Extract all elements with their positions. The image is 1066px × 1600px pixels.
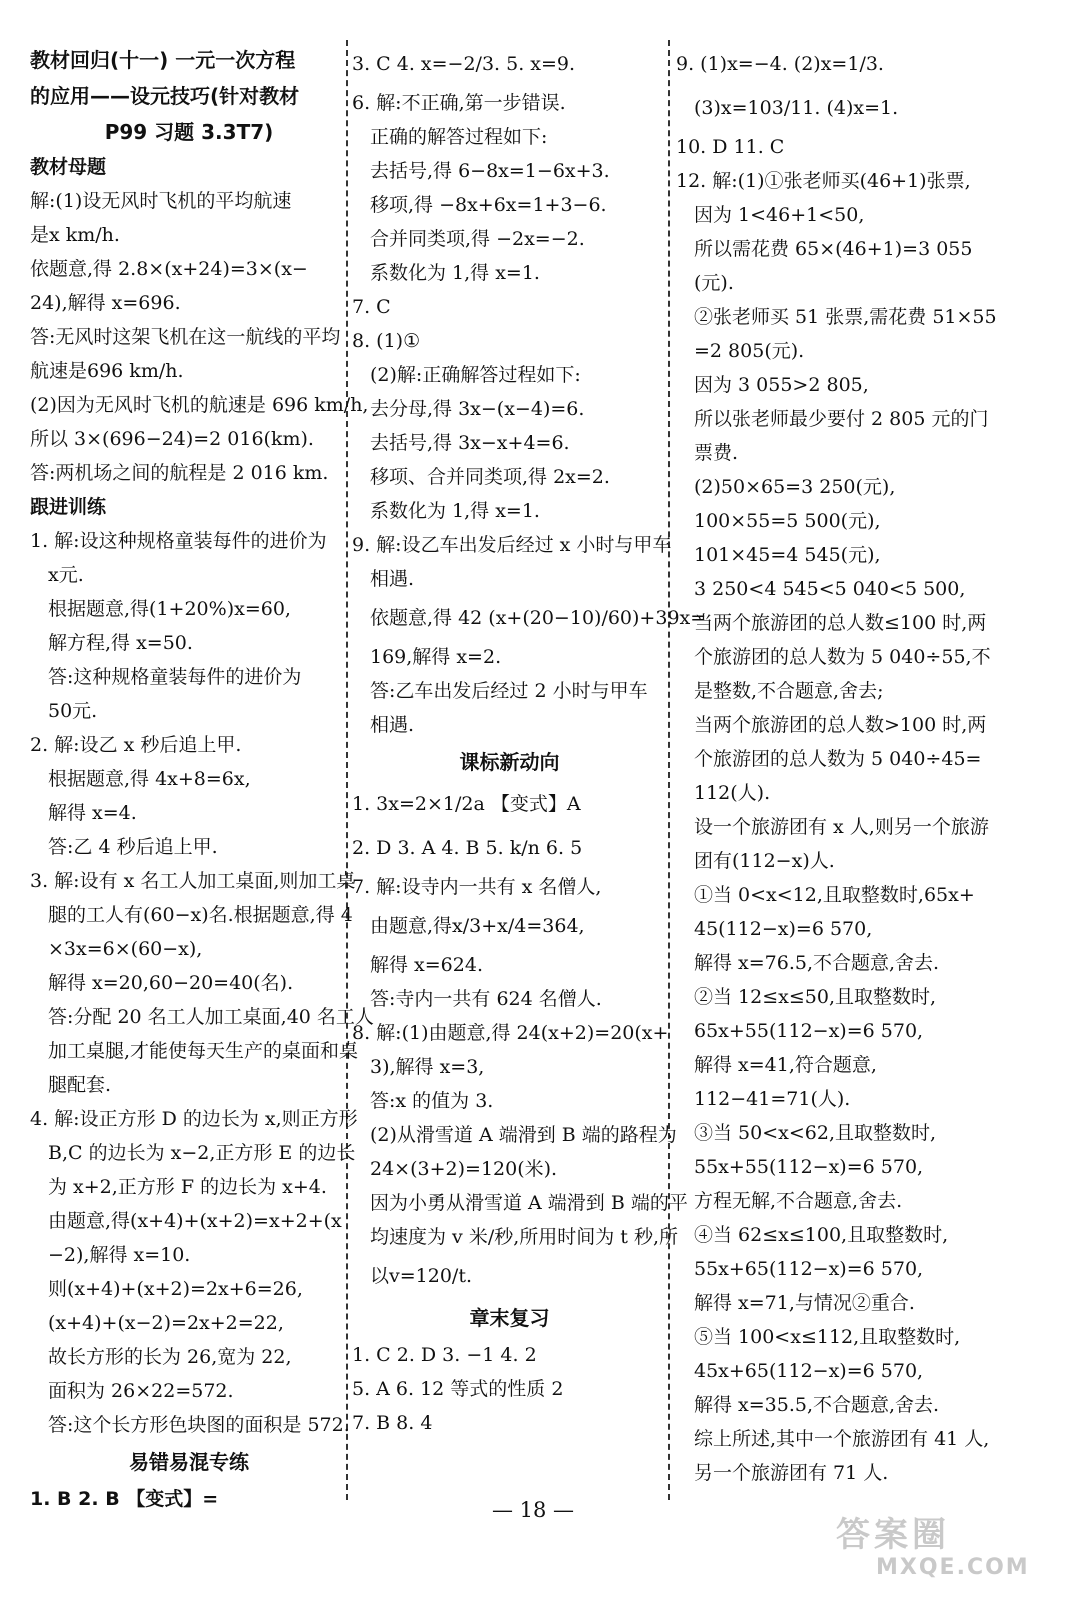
answer-line: 解方程,得 x=50. — [48, 632, 193, 654]
answer-line: 101×45=4 545(元), — [694, 544, 881, 566]
column-divider-2 — [668, 40, 670, 1500]
section-heading: 教材回归(十一) 一元一次方程 — [30, 48, 296, 72]
answer-line: 9. 解:设乙车出发后经过 x 小时与甲车 — [352, 534, 672, 556]
section-heading: 易错易混专练 — [129, 1450, 249, 1474]
section-heading: 章末复习 — [469, 1306, 550, 1330]
answer-line: 答:两机场之间的航程是 2 016 km. — [30, 462, 329, 484]
answer-line: 面积为 26×22=572. — [48, 1380, 234, 1402]
answer-line: 7. B 8. 4 — [352, 1412, 433, 1434]
answer-line: 个旅游团的总人数为 5 040÷55,不 — [694, 646, 991, 668]
answer-line: 由题意,得x/3+x/4=364, — [370, 915, 585, 937]
answer-line: 1. B 2. B 【变式】= — [30, 1488, 219, 1510]
answer-line: 是x km/h. — [30, 224, 120, 246]
answer-line: 5. A 6. 12 等式的性质 2 — [352, 1378, 564, 1400]
answer-line: 去括号,得 6−8x=1−6x+3. — [370, 160, 610, 182]
answer-line: 答:寺内一共有 624 名僧人. — [370, 988, 602, 1010]
answer-line: x元. — [48, 564, 84, 586]
answer-line: 所以需花费 65×(46+1)=3 055 — [694, 238, 973, 260]
answer-line: 移项,得 −8x+6x=1+3−6. — [370, 194, 607, 216]
answer-line: 答:x 的值为 3. — [370, 1090, 494, 1112]
answer-line: 解:(1)设无风时飞机的平均航速 — [30, 190, 292, 212]
answer-line: 跟进训练 — [30, 496, 107, 518]
answer-line: 故长方形的长为 26,宽为 22, — [48, 1346, 292, 1368]
section-heading: 的应用——设元技巧(针对教材 — [30, 84, 300, 108]
answer-line: 系数化为 1,得 x=1. — [370, 500, 540, 522]
answer-line: ③当 50<x<62,且取整数时, — [694, 1122, 937, 1144]
answer-line: 答:无风时这架飞机在这一航线的平均 — [30, 326, 341, 348]
answer-line: 答:乙车出发后经过 2 小时与甲车 — [370, 680, 648, 702]
section-heading: P99 习题 3.3T7) — [104, 120, 274, 144]
page-number: — 18 — — [491, 1498, 575, 1522]
answer-line: 当两个旅游团的总人数≤100 时,两 — [694, 612, 987, 634]
answer-line: 合并同类项,得 −2x=−2. — [370, 228, 585, 250]
answer-line: 2. 解:设乙 x 秒后追上甲. — [30, 734, 242, 756]
answer-line: 则(x+4)+(x+2)=2x+6=26, — [48, 1278, 303, 1300]
answer-line: 正确的解答过程如下: — [370, 126, 548, 148]
answer-line: 55x+55(112−x)=6 570, — [694, 1156, 924, 1178]
answer-line: 去括号,得 3x−x+4=6. — [370, 432, 570, 454]
answer-line: 相遇. — [370, 568, 415, 590]
answer-line: ②张老师买 51 张票,需花费 51×55 — [694, 306, 997, 328]
answer-line: 移项、合并同类项,得 2x=2. — [370, 466, 610, 488]
answer-line: B,C 的边长为 x−2,正方形 E 的边长 — [48, 1142, 356, 1164]
answer-line: ×3x=6×(60−x), — [48, 938, 203, 960]
answer-line: 50元. — [48, 700, 98, 722]
answer-line: (x+4)+(x−2)=2x+2=22, — [48, 1312, 284, 1334]
answer-line: 112(人). — [694, 782, 771, 804]
answer-line: (元). — [694, 272, 734, 294]
answer-line: 9. (1)x=−4. (2)x=1/3. — [676, 53, 884, 75]
answer-line: 6. 解:不正确,第一步错误. — [352, 92, 566, 114]
answer-line: ④当 62≤x≤100,且取整数时, — [694, 1224, 949, 1246]
answer-line: 112−41=71(人). — [694, 1088, 851, 1110]
answer-line: 65x+55(112−x)=6 570, — [694, 1020, 924, 1042]
answer-line: 答:这个长方形色块图的面积是 572. — [48, 1414, 350, 1436]
answer-line: 1. 解:设这种规格童装每件的进价为 — [30, 530, 327, 552]
answer-line: 解得 x=4. — [48, 802, 137, 824]
answer-line: 45(112−x)=6 570, — [694, 918, 873, 940]
answer-line: 10. D 11. C — [676, 136, 785, 158]
answer-line: 因为小勇从滑雪道 A 端滑到 B 端的平 — [370, 1192, 688, 1214]
answer-line: (2)50×65=3 250(元), — [694, 476, 896, 498]
answer-line: 答:分配 20 名工人加工桌面,40 名工人 — [48, 1006, 374, 1028]
answer-line: 方程无解,不合题意,舍去. — [694, 1190, 903, 1212]
answer-line: 所以 3×(696−24)=2 016(km). — [30, 428, 314, 450]
answer-line: 为 x+2,正方形 F 的边长为 x+4. — [48, 1176, 327, 1198]
column-2 — [352, 42, 707, 1440]
watermark-logo — [836, 1515, 1036, 1585]
answer-line: 1. C 2. D 3. −1 4. 2 — [352, 1344, 537, 1366]
answer-line: 加工桌腿,才能使每天生产的桌面和桌 — [48, 1040, 359, 1062]
answer-line: 所以张老师最少要付 2 805 元的门 — [694, 408, 989, 430]
answer-line: 答:这种规格童装每件的进价为 — [48, 666, 302, 688]
answer-line: 当两个旅游团的总人数>100 时,两 — [694, 714, 987, 736]
answer-line: 3. C 4. x=−2/3. 5. x=9. — [352, 53, 576, 75]
answer-line: 100×55=5 500(元), — [694, 510, 881, 532]
answer-line: 3 250<4 545<5 040<5 500, — [694, 578, 966, 600]
answer-line: 因为 1<46+1<50, — [694, 204, 865, 226]
answer-line: 3. 解:设有 x 名工人加工桌面,则加工桌 — [30, 870, 356, 892]
answer-line: 综上所述,其中一个旅游团有 41 人, — [694, 1428, 990, 1450]
answer-line: 系数化为 1,得 x=1. — [370, 262, 540, 284]
answer-line: 8. (1)① — [352, 330, 421, 352]
answer-line: 以v=120/t. — [370, 1265, 472, 1287]
answer-line: 解得 x=41,符合题意, — [694, 1054, 877, 1076]
answer-line: (3)x=103/11. (4)x=1. — [694, 97, 899, 119]
answer-line: 1. 3x=2×1/2a 【变式】A — [352, 793, 581, 815]
answer-line: 依题意,得 2.8×(x+24)=3×(x− — [30, 258, 308, 280]
answer-line: 团有(112−x)人. — [694, 850, 835, 872]
answer-line: 个旅游团的总人数为 5 040÷45= — [694, 748, 982, 770]
answer-line: ②当 12≤x≤50,且取整数时, — [694, 986, 937, 1008]
answer-line: 3),解得 x=3, — [370, 1056, 485, 1078]
answer-line: 相遇. — [370, 714, 415, 736]
answer-line: 55x+65(112−x)=6 570, — [694, 1258, 924, 1280]
answer-line: 根据题意,得 4x+8=6x, — [48, 768, 251, 790]
answer-line: 12. 解:(1)①张老师买(46+1)张票, — [676, 170, 971, 192]
column-3 — [676, 42, 997, 1490]
answer-line: 去分母,得 3x−(x−4)=6. — [370, 398, 585, 420]
answer-line: (2)因为无风时飞机的航速是 696 km/h, — [30, 394, 369, 416]
answer-line: 解得 x=35.5,不合题意,舍去. — [694, 1394, 940, 1416]
section-heading: 课标新动向 — [459, 750, 560, 774]
answer-line: 由题意,得(x+4)+(x+2)=x+2+(x — [48, 1210, 342, 1232]
answer-line: 解得 x=624. — [370, 954, 483, 976]
answer-line: 24),解得 x=696. — [30, 292, 181, 314]
answer-line: 教材母题 — [30, 156, 107, 178]
answer-line: 腿的工人有(60−x)名.根据题意,得 4 — [48, 904, 353, 926]
answer-line: 根据题意,得(1+20%)x=60, — [48, 598, 291, 620]
answer-line: 解得 x=20,60−20=40(名). — [48, 972, 294, 994]
answer-line: 因为 3 055>2 805, — [694, 374, 869, 396]
answer-line: 解得 x=71,与情况②重合. — [694, 1292, 915, 1314]
answer-line: 169,解得 x=2. — [370, 646, 502, 668]
answer-line: (2)解:正确解答过程如下: — [370, 364, 581, 386]
answer-line: 2. D 3. A 4. B 5. k/n 6. 5 — [352, 837, 583, 859]
answer-line: 腿配套. — [48, 1074, 112, 1096]
watermark-url: MXQE.COM — [876, 1555, 1030, 1580]
answer-line: 设一个旅游团有 x 人,则另一个旅游 — [694, 816, 989, 838]
answer-line: =2 805(元). — [694, 340, 805, 362]
answer-line: 7. 解:设寺内一共有 x 名僧人, — [352, 876, 602, 898]
answer-line: 另一个旅游团有 71 人. — [694, 1462, 889, 1484]
answer-line: 票费. — [694, 442, 739, 464]
answer-line: 8. 解:(1)由题意,得 24(x+2)=20(x+ — [352, 1022, 669, 1044]
answer-line: ①当 0<x<12,且取整数时,65x+ — [694, 884, 975, 906]
answer-line: 45x+65(112−x)=6 570, — [694, 1360, 924, 1382]
answer-line: 7. C — [352, 296, 391, 318]
answer-line: (2)从滑雪道 A 端滑到 B 端的路程为 — [370, 1124, 677, 1146]
answer-line: 航速是696 km/h. — [30, 360, 184, 382]
answer-line: −2),解得 x=10. — [48, 1244, 191, 1266]
answer-line: 4. 解:设正方形 D 的边长为 x,则正方形 — [30, 1108, 358, 1130]
answer-line: 答:乙 4 秒后追上甲. — [48, 836, 218, 858]
answer-line: 24×(3+2)=120(米). — [370, 1158, 558, 1180]
answer-line: 依题意,得 42 (x+(20−10)/60)+39x= — [370, 607, 707, 629]
answer-line: 解得 x=76.5,不合题意,舍去. — [694, 952, 940, 974]
answer-line: 是整数,不合题意,舍去; — [694, 680, 884, 702]
answer-line: 均速度为 v 米/秒,所用时间为 t 秒,所 — [370, 1226, 679, 1248]
watermark-text: 答案圈 — [836, 1515, 950, 1555]
answer-line: ⑤当 100<x≤112,且取整数时, — [694, 1326, 961, 1348]
